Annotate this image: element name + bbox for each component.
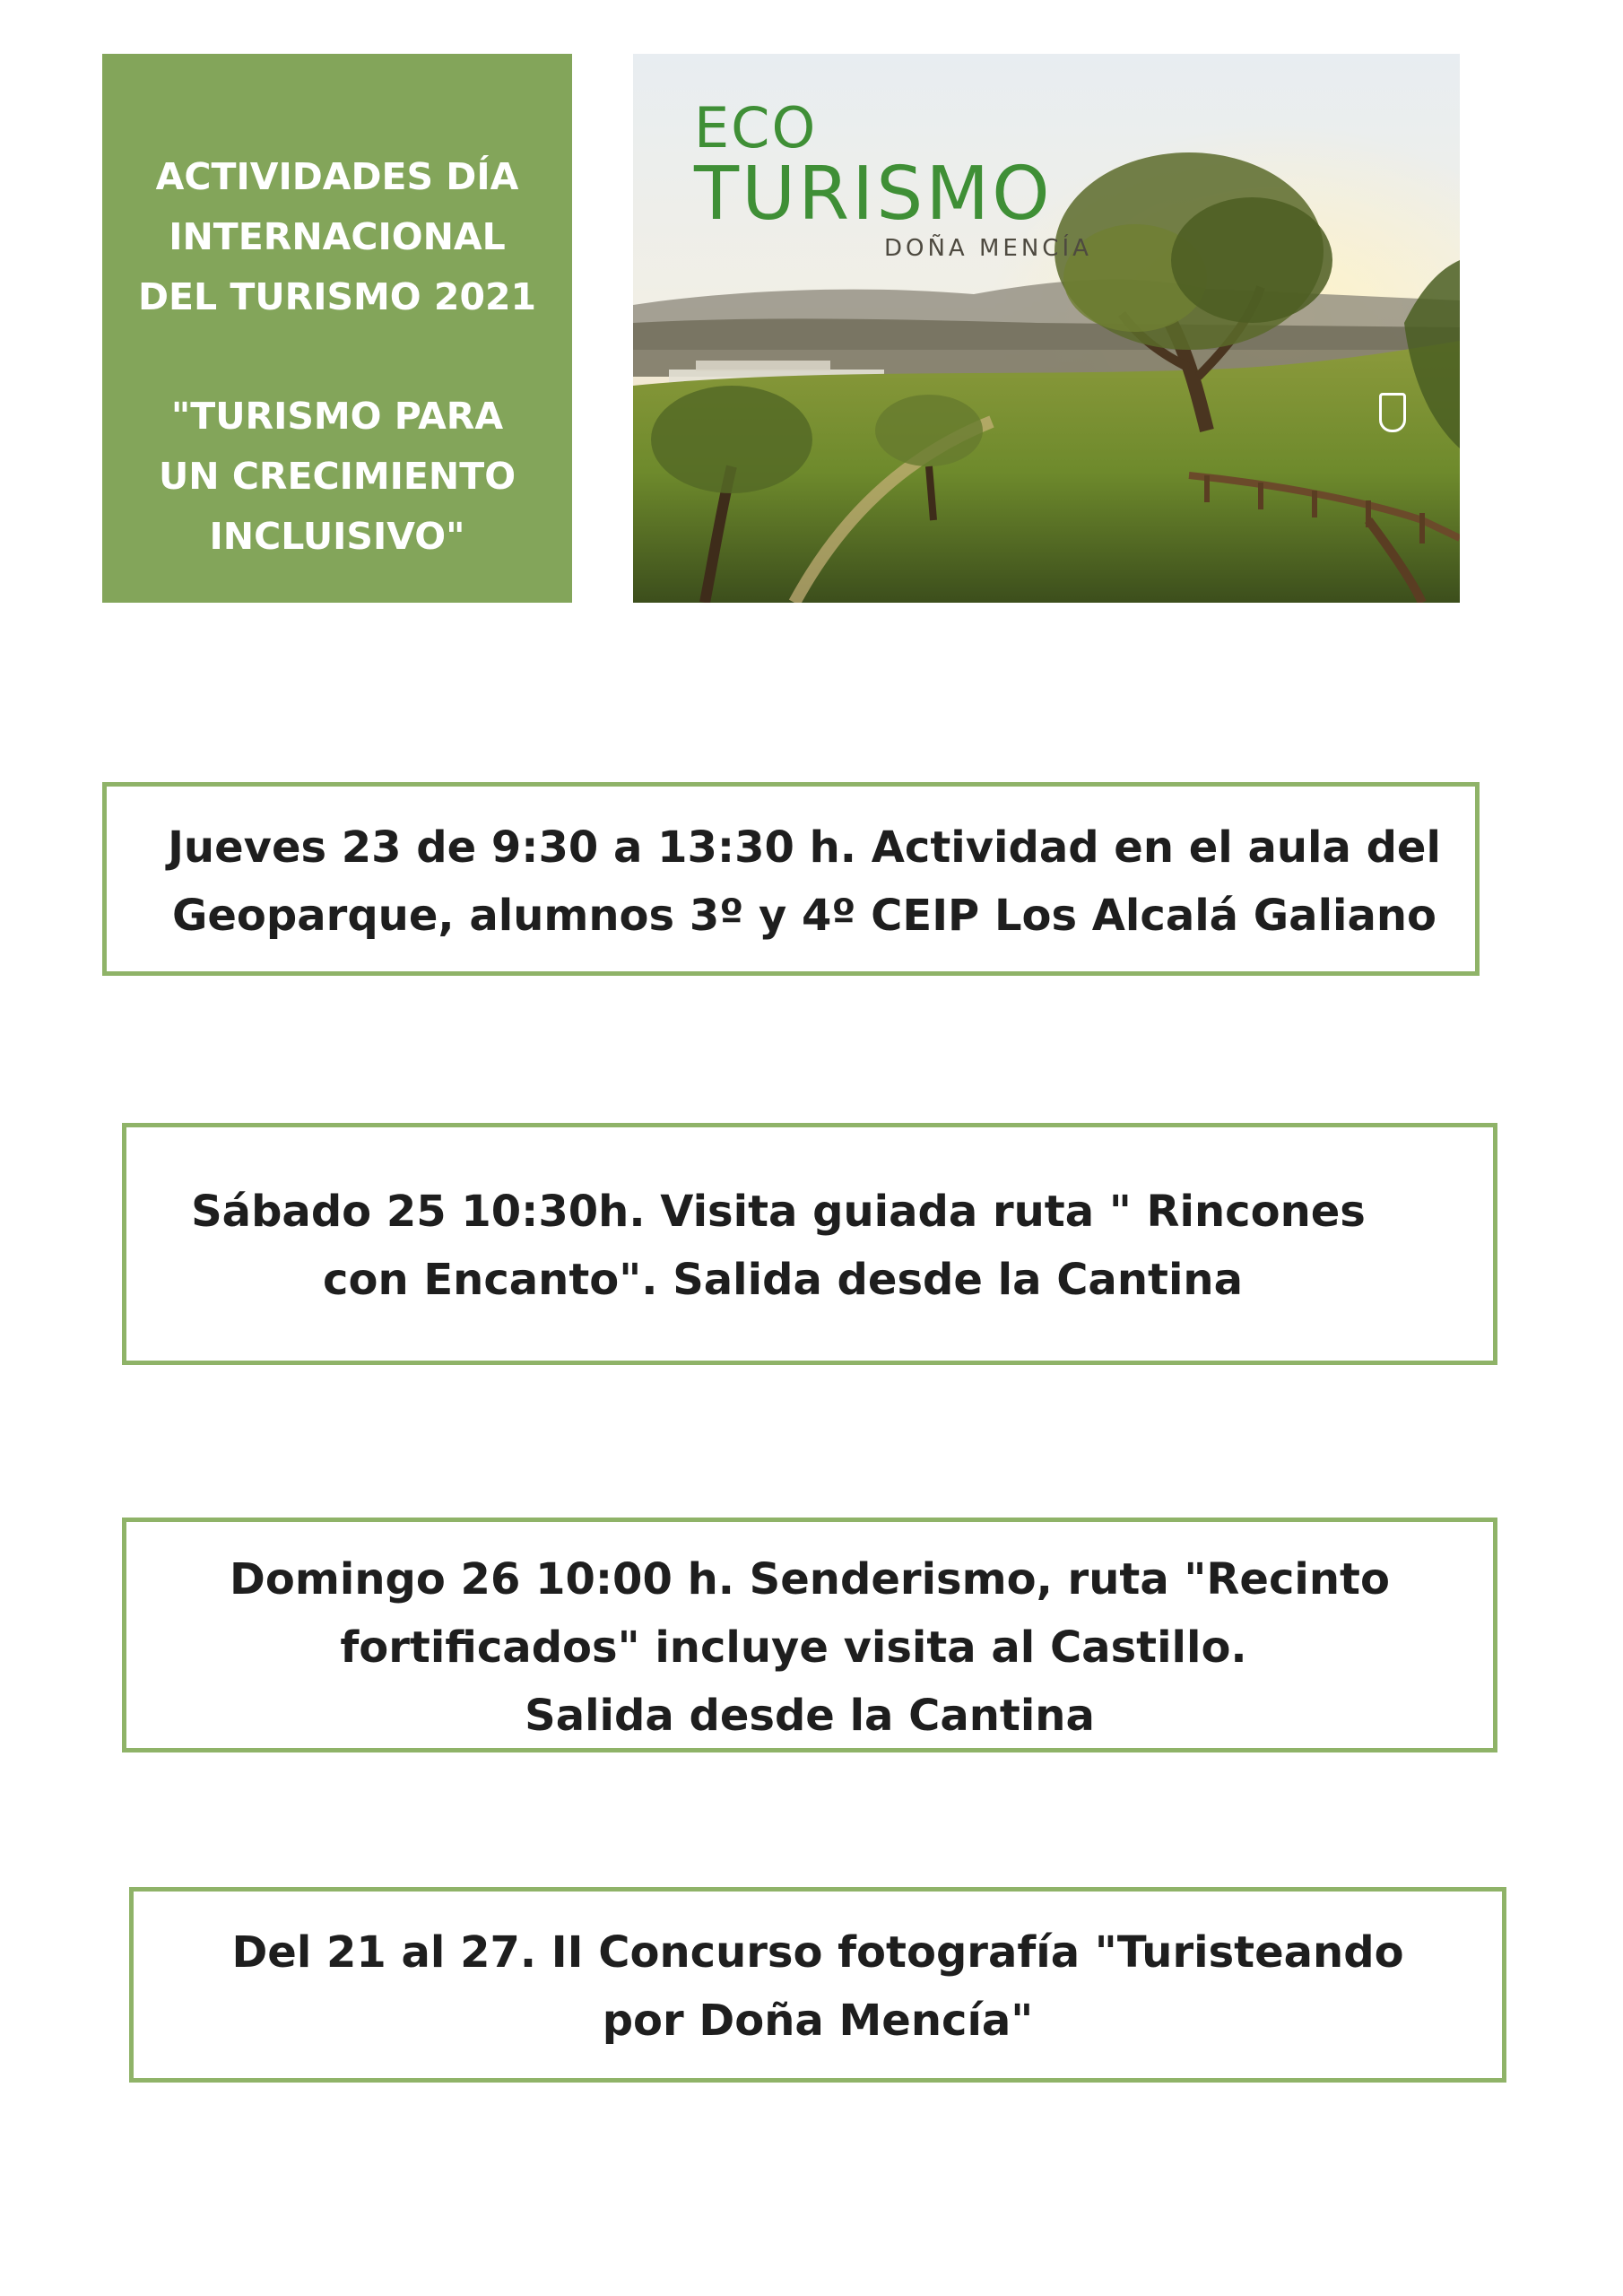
ecoturismo-logo: [694, 95, 1092, 262]
theme-line: UN CRECIMIENTO: [158, 455, 516, 498]
theme-line: INCLUISIVO": [209, 515, 465, 558]
event-text: Salida desde la Cantina: [525, 1691, 1095, 1741]
event-text: Sábado 25 10:30h. Visita guiada ruta " Rincones: [191, 1187, 1366, 1237]
brand-turismo: TURISMO: [694, 152, 1053, 237]
event-saturday: [122, 1123, 1497, 1365]
event-text: Domingo 26 10:00 h. Senderismo, ruta "Recinto: [230, 1554, 1390, 1605]
theme-line: "TURISMO PARA: [170, 395, 504, 438]
event-text: Del 21 al 27. II Concurso fotografía "Turisteando: [231, 1927, 1404, 1978]
event-thursday: [102, 782, 1480, 976]
event-text: fortificados" incluye visita al Castillo.: [340, 1622, 1247, 1673]
event-sunday: [122, 1518, 1497, 1752]
brand-eco: ECO: [694, 95, 818, 161]
event-text: Geoparque, alumnos 3º y 4º CEIP Los Alcalá Galiano: [171, 891, 1437, 941]
municipal-seal-icon: [1379, 393, 1406, 432]
brand-place: DOÑA MENCÍA: [884, 235, 1092, 262]
event-text: Jueves 23 de 9:30 a 13:30 h. Actividad en el aula del: [168, 822, 1441, 873]
event-text: por Doña Mencía": [602, 1996, 1034, 2046]
event-photo-contest: [129, 1887, 1506, 2083]
title-box: [102, 54, 572, 603]
title-line: ACTIVIDADES DÍA: [155, 155, 519, 198]
event-text: con Encanto". Salida desde la Cantina: [323, 1255, 1243, 1305]
title-line: DEL TURISMO 2021: [137, 275, 537, 318]
title-spacer: [102, 327, 572, 387]
title-line: INTERNACIONAL: [169, 215, 506, 258]
ecoturismo-photo: [633, 54, 1460, 603]
